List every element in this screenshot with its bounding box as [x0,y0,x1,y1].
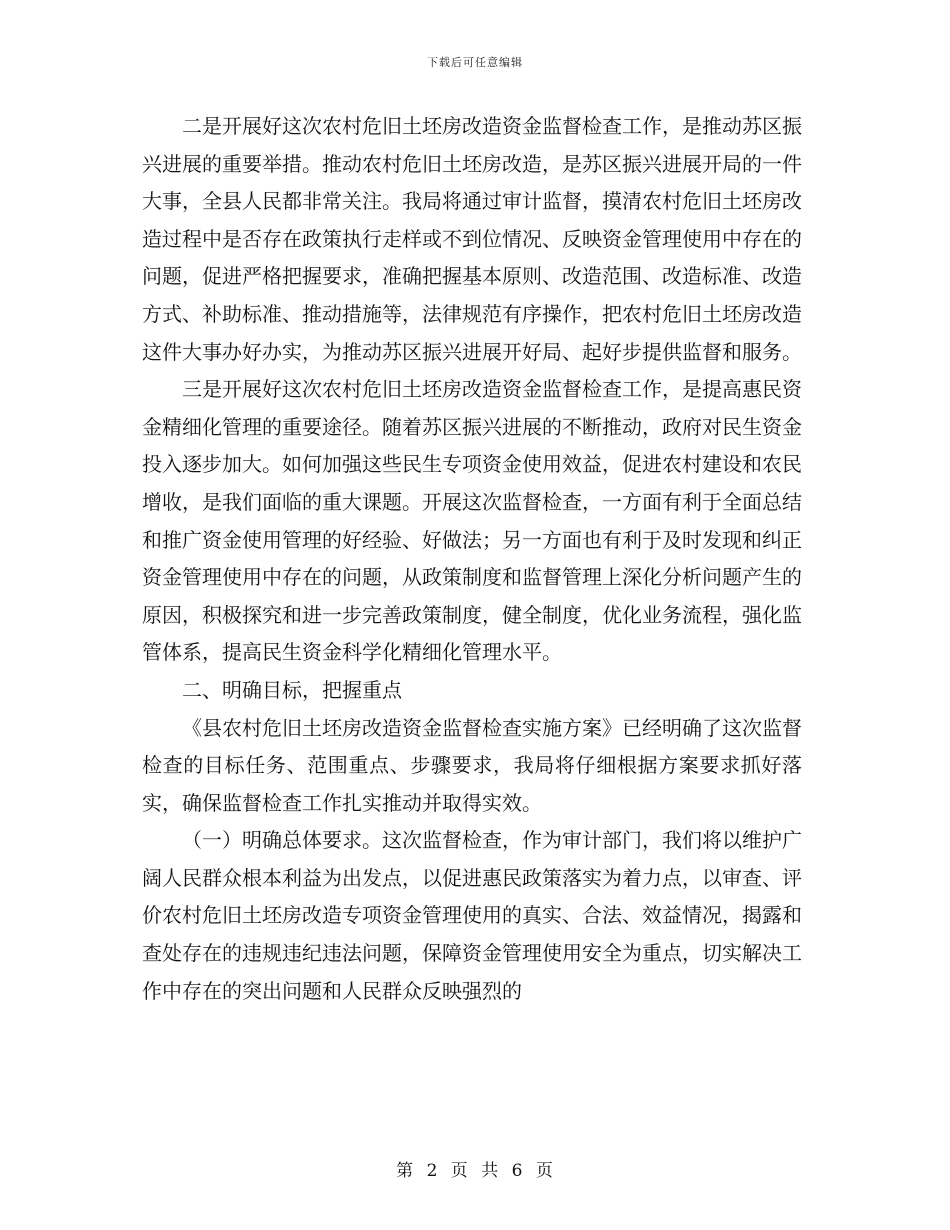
section-heading: 二、明确目标，把握重点 [182,677,402,702]
paragraph-implementation-plan: 《县农村危旧土坯房改造资金监督检查实施方案》已经明确了这次监督检查的目标任务、范围重点、步骤要求，我局将仔细根据方案要求抓好落实，确保监督检查工作扎实推动并取得实效。 [142,715,802,815]
paragraph-point-two: 二是开展好这次农村危旧土坯房改造资金监督检查工作，是推动苏区振兴进展的重要举措。推动农村危旧土坯房改造，是苏区振兴进展开局的一件大事，全县人民都非常关注。我局将通过审计监督，摸清农村危旧土坯房改造过程中是否存在政策执行走样或不到位情况、反映资金管理使用中存在的问题，促进严格把握要求，准确把握基本原则、改造范围、改造标准、改造方式、补助标准、推动措施等，法律规范有序操作，把农村危旧土坯房改造这件大事办好办实，为推动苏区振兴进展开好局、起好步提供监督和服务。 [142,114,802,364]
page-header: 下载后可任意编辑 [427,56,523,69]
page-number: 第 2 页 共 6 页 [396,1161,554,1181]
paragraph-overall-requirements: （一）明确总体要求。这次监督检查，作为审计部门，我们将以维护广阔人民群众根本利益为出发点，以促进惠民政策落实为着力点，以审查、评价农村危旧土坯房改造专项资金管理使用的真实、合法、效益情况，揭露和查处存在的违规违纪违法问题，保障资金管理使用安全为重点，切实解决工作中存在的突出问题和人民群众反映强烈的 [142,828,802,1003]
paragraph-point-three: 三是开展好这次农村危旧土坯房改造资金监督检查工作，是提高惠民资金精细化管理的重要途径。随着苏区振兴进展的不断推动，政府对民生资金投入逐步加大。如何加强这些民生专项资金使用效益，促进农村建设和农民增收，是我们面临的重大课题。开展这次监督检查，一方面有利于全面总结和推广资金使用管理的好经验、好做法；另一方面也有利于及时发现和纠正资金管理使用中存在的问题，从政策制度和监督管理上深化分析问题产生的原因，积极探究和进一步完善政策制度，健全制度，优化业务流程，强化监管体系，提高民生资金科学化精细化管理水平。 [142,377,802,665]
document-body [142,108,802,1010]
